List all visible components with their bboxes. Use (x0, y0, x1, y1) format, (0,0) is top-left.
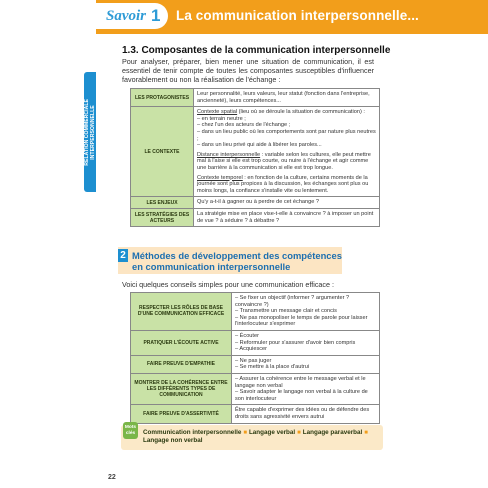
chapter-title: La communication interpersonnelle... (176, 8, 419, 23)
row-content: – Écouter – Reformuler pour s'assurer d'avoir bien compris – Acquiescer (232, 330, 380, 355)
row-content: Être capable d'exprimer des idées ou de défendre des droits sans agressivité envers autrui (232, 405, 380, 423)
table-row (131, 373, 380, 404)
section-2-intro: Voici quelques conseils simples pour une communication efficace : (122, 280, 335, 289)
section-2-number: 2 (118, 249, 128, 262)
row-label: LES ENJEUX (131, 197, 194, 209)
savoir-tag (96, 3, 168, 29)
row-content: La stratégie mise en place vise-t-elle à convaincre ? à imposer un point de vue ? à séduire ? à débattre ? (194, 208, 380, 226)
section-1-3-intro: Pour analyser, préparer, bien mener une situation de communication, il est essentiel de tenir compte de toutes les composantes susceptibles d'influencer favorablement ou non la réalisation de l'échange : (122, 57, 374, 85)
row-content: Leur personnalité, leurs valeurs, leur statut (fonction dans l'entreprise, ancienneté), leurs compétences... (194, 89, 380, 107)
keywords-icon: Mots clés (123, 422, 138, 439)
keywords-list: Communication interpersonnelle ■ Langage verbal ■ Langage paraverbal ■ Langage non verbal (143, 429, 368, 445)
row-label: LE CONTEXTE (131, 107, 194, 197)
spatial-block: Contexte spatial (lieu où se déroule la situation de communication) : – en terrain neutre ; – chez l'un des acteurs de l'échange ; – dans un lieu public où les comportements sont par nature plus neutres ; – dans un lieu privé qui aide à libérer les paroles... (197, 109, 376, 149)
temporal-block: Contexte temporel : en fonction de la culture, certains moments de la journée sont plus propices à la discussion, les échanges sont plus ou moins longs, la confiance s'installe vite ou lentement. (197, 174, 369, 194)
row-label: PRATIQUER L'ÉCOUTE ACTIVE (131, 330, 232, 355)
row-label: MONTRER DE LA COHÉRENCE ENTRE LES DIFFÉRENTS TYPES DE COMMUNICATION (131, 373, 232, 404)
row-content: – Ne pas juger – Se mettre à la place d'autrui (232, 355, 380, 373)
keyword: Langage paraverbal (302, 429, 363, 436)
table-row (131, 293, 380, 331)
table-row (131, 355, 380, 373)
row-label: LES PROTAGONISTES (131, 89, 194, 107)
table-row (131, 197, 380, 209)
table-row (131, 330, 380, 355)
chapter-header (96, 0, 488, 34)
keyword: Langage non verbal (143, 437, 203, 445)
section-2-title: Méthodes de développement des compétences en communication interpersonnelle (132, 250, 342, 272)
row-label: RESPECTER LES RÔLES DE BASE D'UNE COMMUNICATION EFFICACE (131, 293, 232, 331)
row-label: FAIRE PREUVE D'EMPATHIE (131, 355, 232, 373)
savoir-word: Savoir (106, 7, 147, 24)
row-label: FAIRE PREUVE D'ASSERTIVITÉ (131, 405, 232, 423)
row-content (194, 107, 380, 197)
keyword: Communication interpersonnelle (143, 429, 242, 436)
side-tab-text: RELATION COMMERCIALE INTERPERSONNELLE (84, 98, 96, 166)
row-label: LES STRATÉGIES DES ACTEURS (131, 208, 194, 226)
methods-table (130, 292, 380, 424)
side-tab (84, 72, 96, 192)
section-1-3-title: 1.3. Composantes de la communication interpersonnelle (122, 45, 391, 56)
row-content: – Assurer la cohérence entre le message verbal et le langage non verbal – Savoir adapter le langage non verbal à la culture de son interlocuteur (232, 373, 380, 404)
row-content: – Se fixer un objectif (informer ? argumenter ? convaincre ?) – Transmettre un message clair et concis – Ne pas monopoliser le temps de parole pour laisser l'interlocuteur s'exprimer (232, 293, 380, 331)
components-table (130, 88, 380, 227)
table-row (131, 89, 380, 107)
distance-block: Distance interpersonnelle : variable selon les cultures, elle peut mettre mal à l'aise si elle est trop courte, ou nuire à l'échange et agir comme une barrière à la communication si elle est trop longue. (197, 151, 371, 171)
table-row (131, 208, 380, 226)
savoir-number: 1 (151, 6, 161, 25)
table-row (131, 107, 380, 197)
row-content: Qu'y a-t-il à gagner ou à perdre de cet échange ? (194, 197, 380, 209)
table-row (131, 405, 380, 423)
keyword: Langage verbal (248, 429, 296, 436)
page-number: 22 (108, 474, 116, 481)
